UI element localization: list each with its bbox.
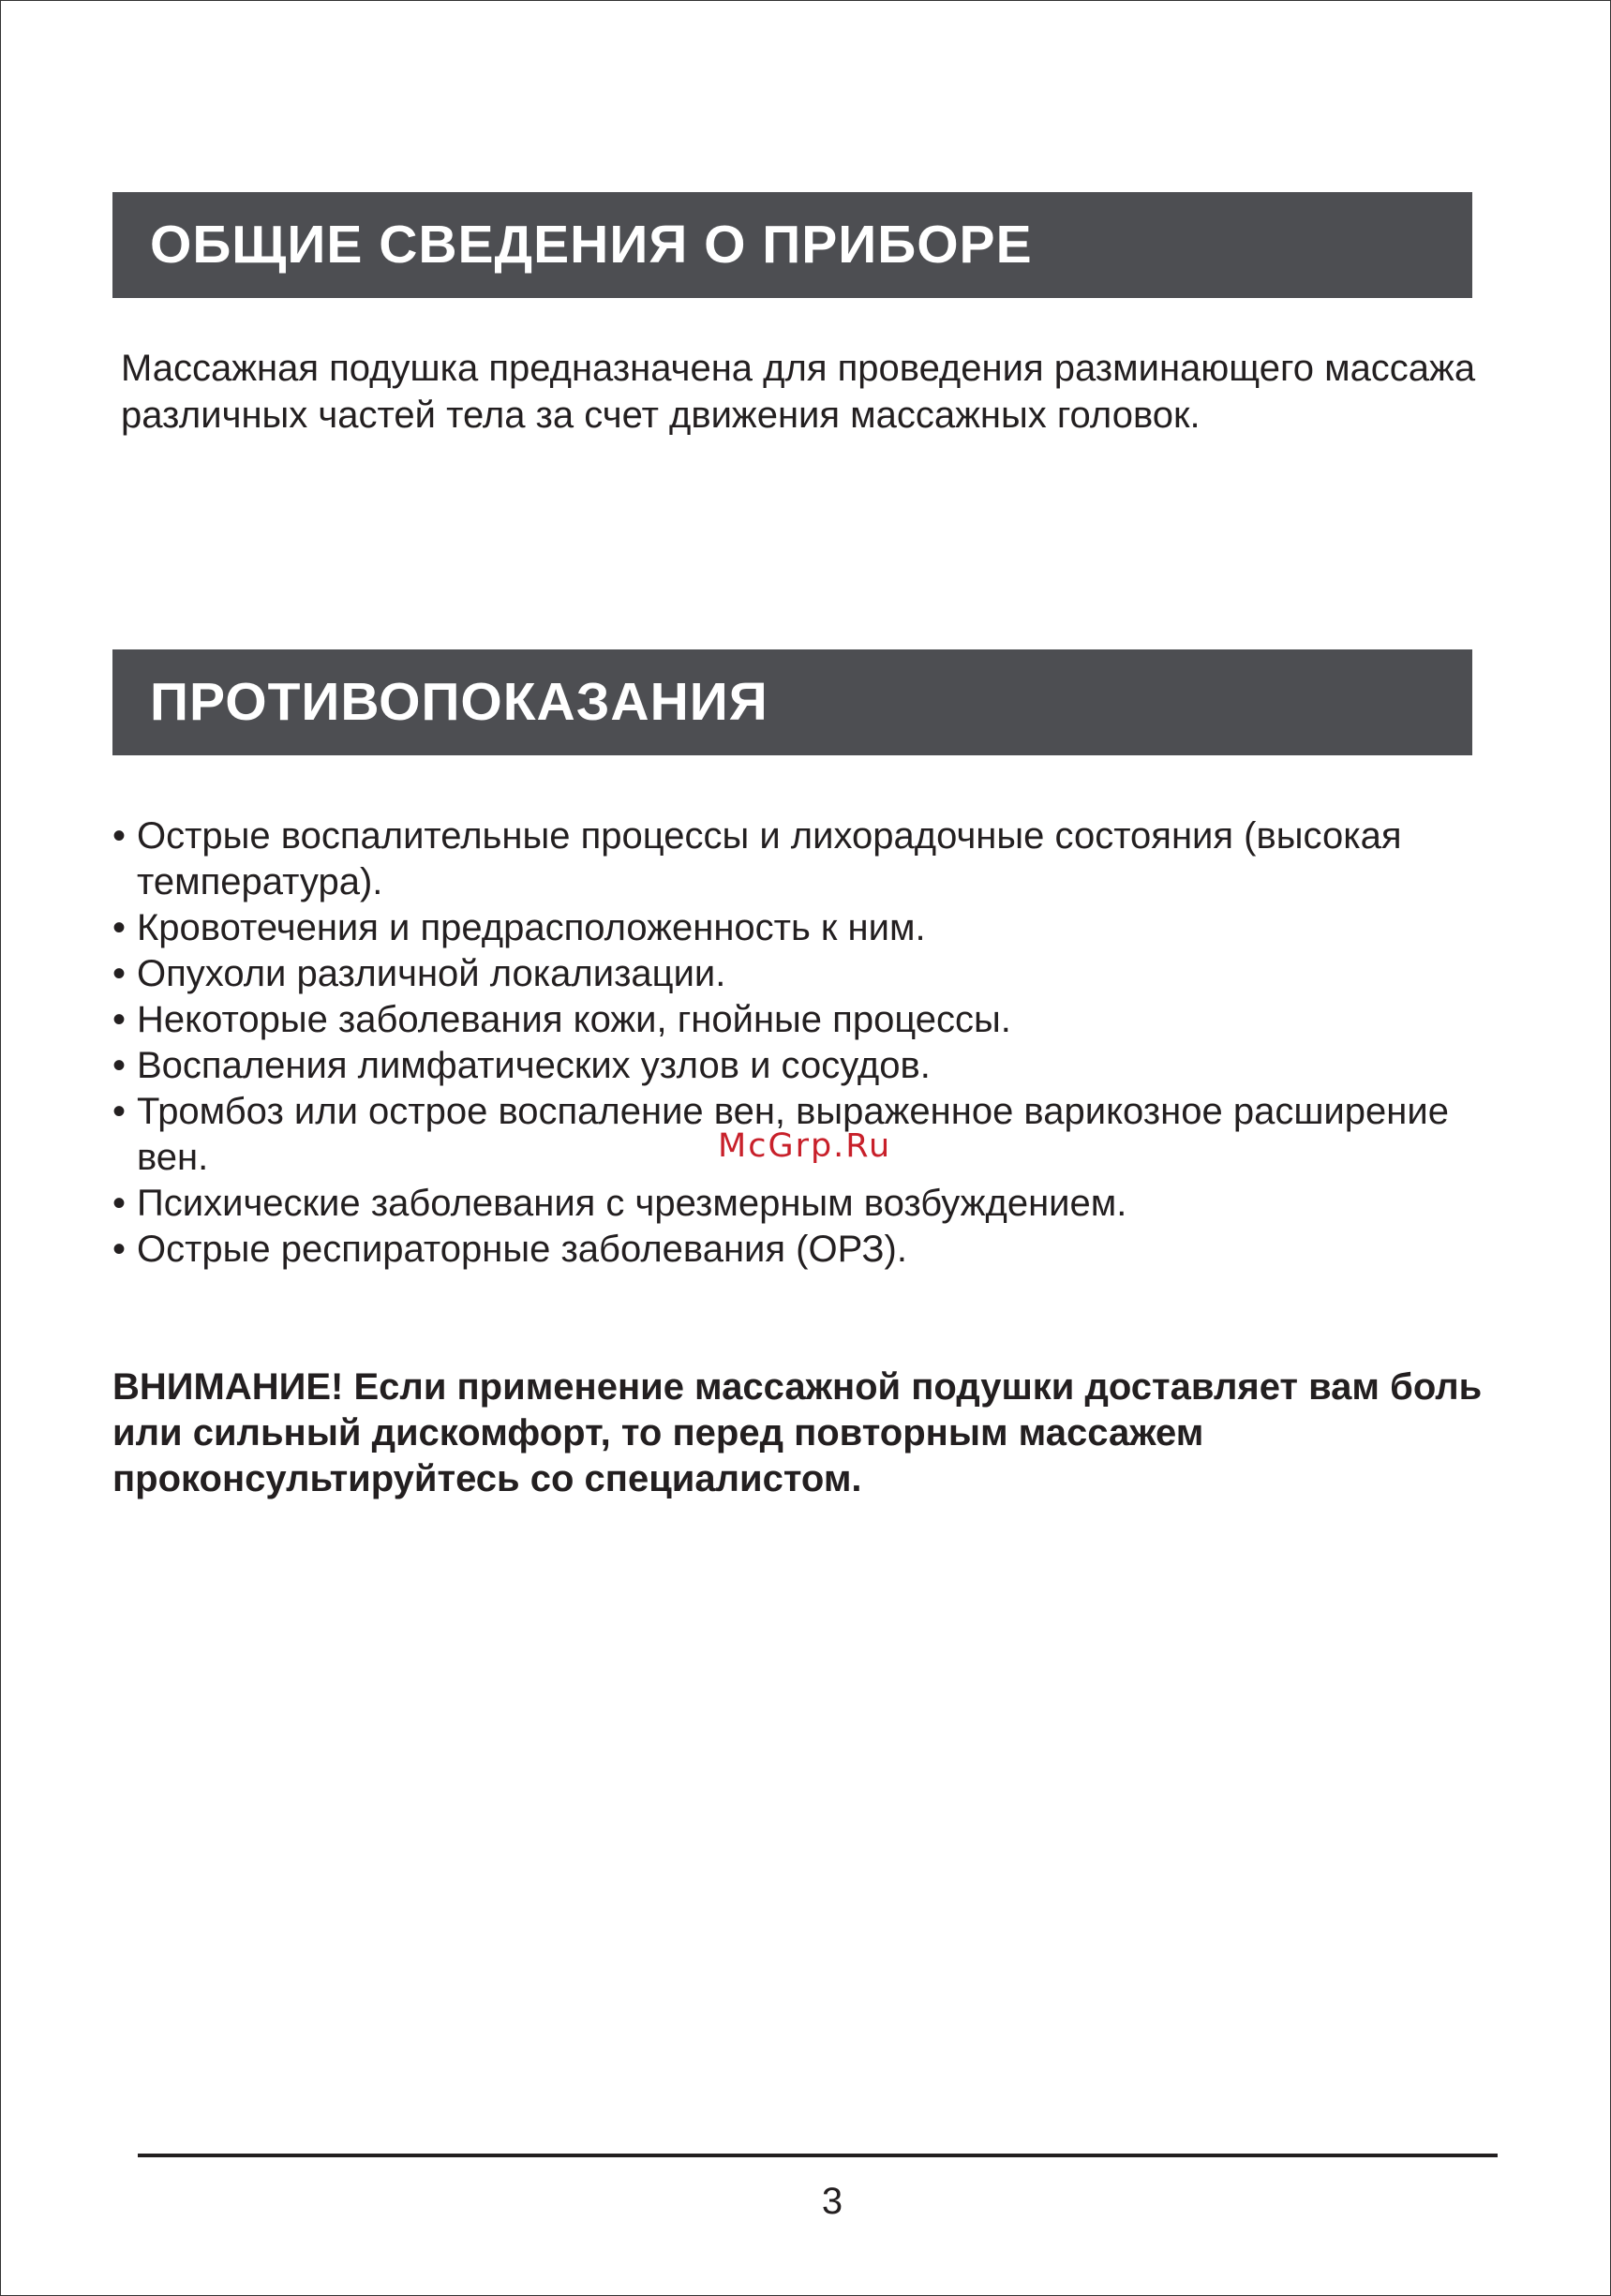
list-item — [112, 813, 1499, 905]
list-item-text: Опухоли различной локализации. — [137, 953, 726, 994]
bullet: • — [112, 1229, 127, 1270]
list-item-text: Тромбоз или острое воспаление вен, выраженное варикозное расширение вен. — [137, 1091, 1449, 1178]
warning-text: ВНИМАНИЕ! Если применение массажной подушки доставляет вам боль или сильный дискомфорт, то перед повторным массажем проконсультируйтесь со специалистом. — [112, 1366, 1483, 1499]
list-item-text: Психические заболевания с чрезмерным возбуждением. — [137, 1183, 1127, 1224]
list-item — [112, 1043, 1499, 1089]
list-item-text: Воспаления лимфатических узлов и сосудов. — [137, 1045, 931, 1086]
bullet: • — [112, 1091, 127, 1132]
page-number: 3 — [821, 2181, 843, 2222]
general-info-paragraph: Массажная подушка предназначена для проведения разминающего массажа различных частей тела за счет движения массажных головок. — [121, 348, 1476, 436]
watermark: McGrp.Ru — [718, 1127, 892, 1165]
contraindications-list — [112, 813, 1499, 1273]
list-item — [112, 951, 1499, 997]
list-item-text: Острые воспалительные процессы и лихорадочные состояния (высокая температура). — [137, 815, 1402, 902]
list-item-text: Острые респираторные заболевания (ОРЗ). — [137, 1229, 907, 1270]
bullet: • — [112, 1045, 127, 1086]
bullet: • — [112, 953, 127, 994]
section-title-contraindications: ПРОТИВОПОКАЗАНИЯ — [112, 649, 1472, 755]
bullet: • — [112, 907, 127, 948]
list-item — [112, 997, 1499, 1043]
bullet: • — [112, 1183, 127, 1224]
bullet: • — [112, 999, 127, 1040]
list-item-text: Кровотечения и предрасположенность к ним. — [137, 907, 926, 948]
bullet: • — [112, 815, 127, 857]
list-item — [112, 1227, 1499, 1273]
section-title-general-info: ОБЩИЕ СВЕДЕНИЯ О ПРИБОРЕ — [112, 192, 1472, 298]
list-item — [112, 905, 1499, 951]
list-item — [112, 1181, 1499, 1227]
list-item-text: Некоторые заболевания кожи, гнойные процессы. — [137, 999, 1011, 1040]
footer-divider — [138, 2154, 1498, 2157]
